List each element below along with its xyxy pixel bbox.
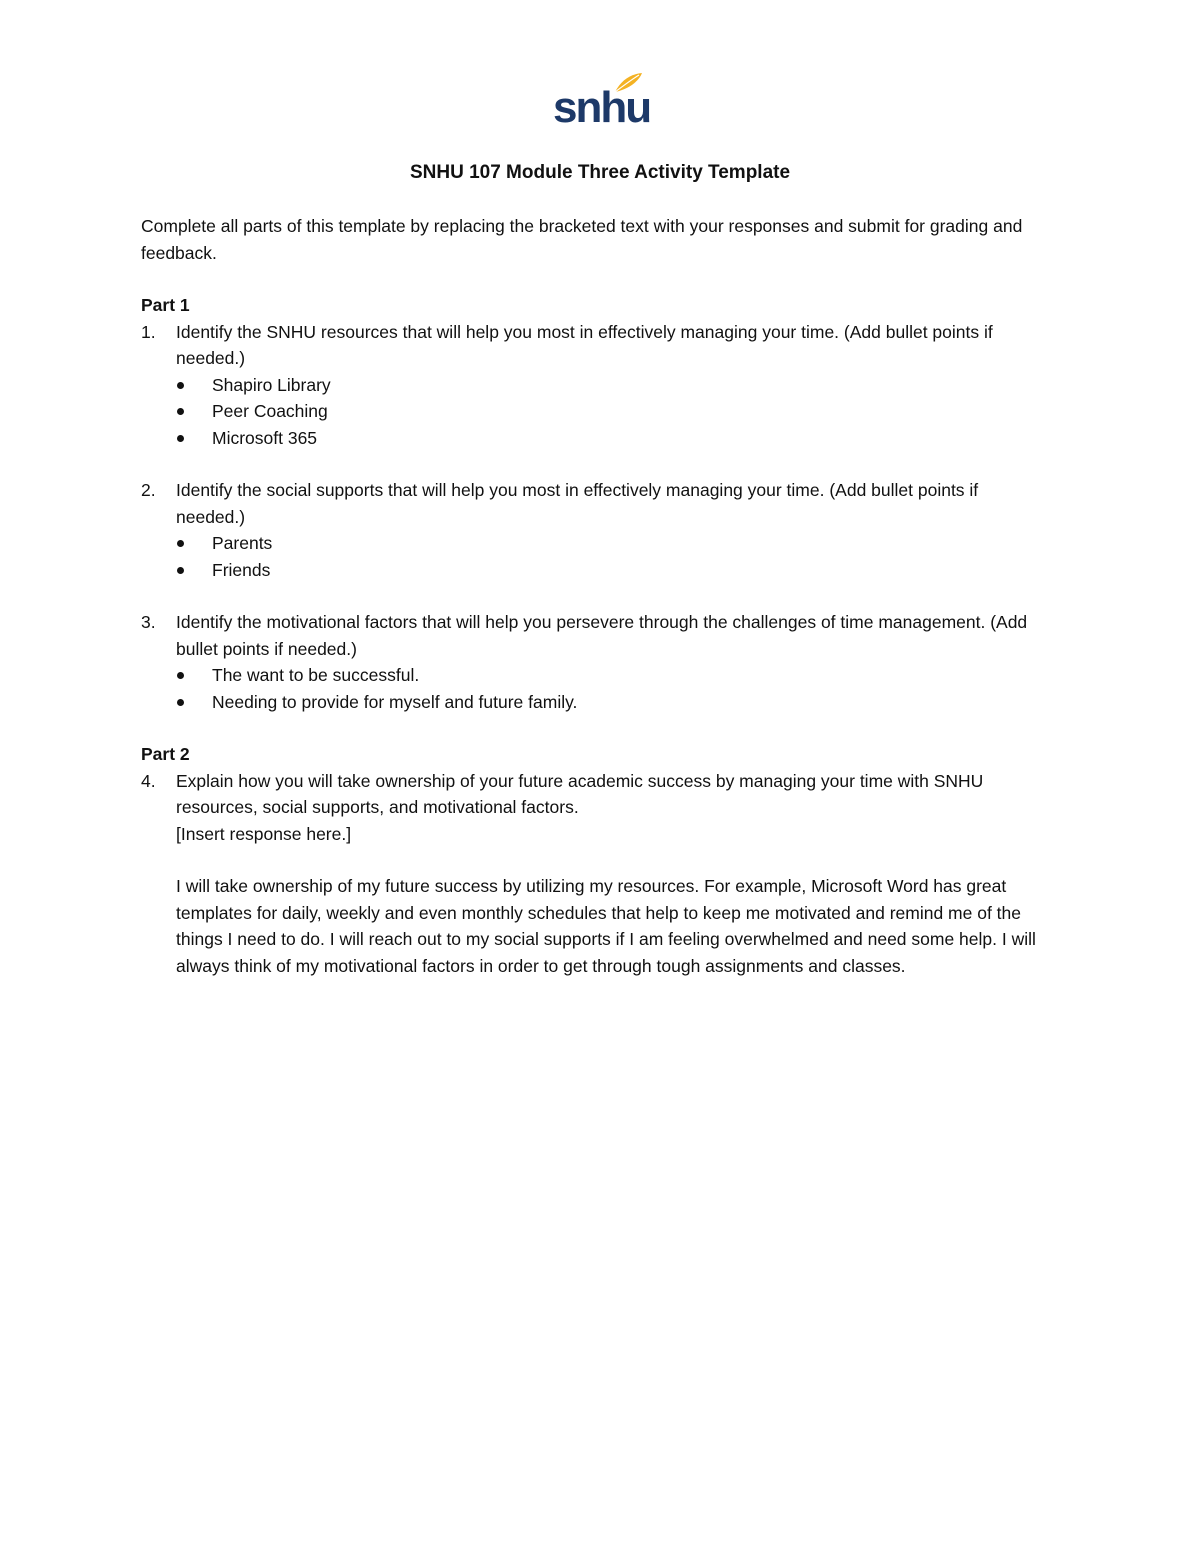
document-body: [141, 213, 1051, 979]
question-2: [141, 477, 1051, 583]
question-number: 1.: [141, 321, 156, 342]
logo-wordmark: snhu: [553, 83, 651, 132]
question-1: [141, 319, 1051, 452]
question-text: Identify the social supports that will help you most in effectively managing your time. (Add bullet points if needed.): [176, 480, 979, 527]
bullet-list: [176, 662, 1051, 715]
list-item: Parents: [176, 530, 1051, 557]
list-item: Microsoft 365: [176, 425, 1051, 452]
question-text: Explain how you will take ownership of your future academic success by managing your time with SNHU resources, social supports, and motivational factors.: [176, 770, 984, 817]
list-item: The want to be successful.: [176, 662, 1051, 689]
response-text: I will take ownership of my future success by utilizing my resources. For example, Microsoft Word has great templates for daily, weekly and even monthly schedules that help to keep me motivated and remind me of the things I need to do. I will reach out to my social supports if I am feeling overwhelmed and need some help. I will always think of my motivational factors in order to get through tough assignments and classes.: [176, 876, 1036, 976]
bullet-list: [176, 530, 1051, 583]
intro-paragraph: Complete all parts of this template by replacing the bracketed text with your responses and submit for grading and feedback.: [141, 216, 1023, 263]
question-text: Identify the SNHU resources that will help you most in effectively managing your time. (Add bullet points if needed.): [176, 321, 993, 368]
part-1-heading: Part 1: [141, 295, 190, 315]
response-placeholder: [Insert response here.]: [176, 823, 352, 844]
question-number: 3.: [141, 612, 156, 632]
question-number: 4.: [141, 770, 156, 791]
question-number: 2.: [141, 480, 156, 500]
list-item: Friends: [176, 557, 1051, 584]
snhu-logo: [553, 72, 651, 134]
question-4: [141, 768, 1051, 980]
question-3: [141, 609, 1051, 715]
bullet-list: [176, 372, 1051, 452]
question-text: Identify the motivational factors that will help you persevere through the challenges of time management. (Add bullet points if needed.): [176, 612, 1028, 659]
part-2-heading: Part 2: [141, 744, 190, 764]
list-item: Shapiro Library: [176, 372, 1051, 399]
list-item: Peer Coaching: [176, 398, 1051, 425]
list-item: Needing to provide for myself and future family.: [176, 689, 1051, 716]
page-title: SNHU 107 Module Three Activity Template: [409, 162, 791, 183]
